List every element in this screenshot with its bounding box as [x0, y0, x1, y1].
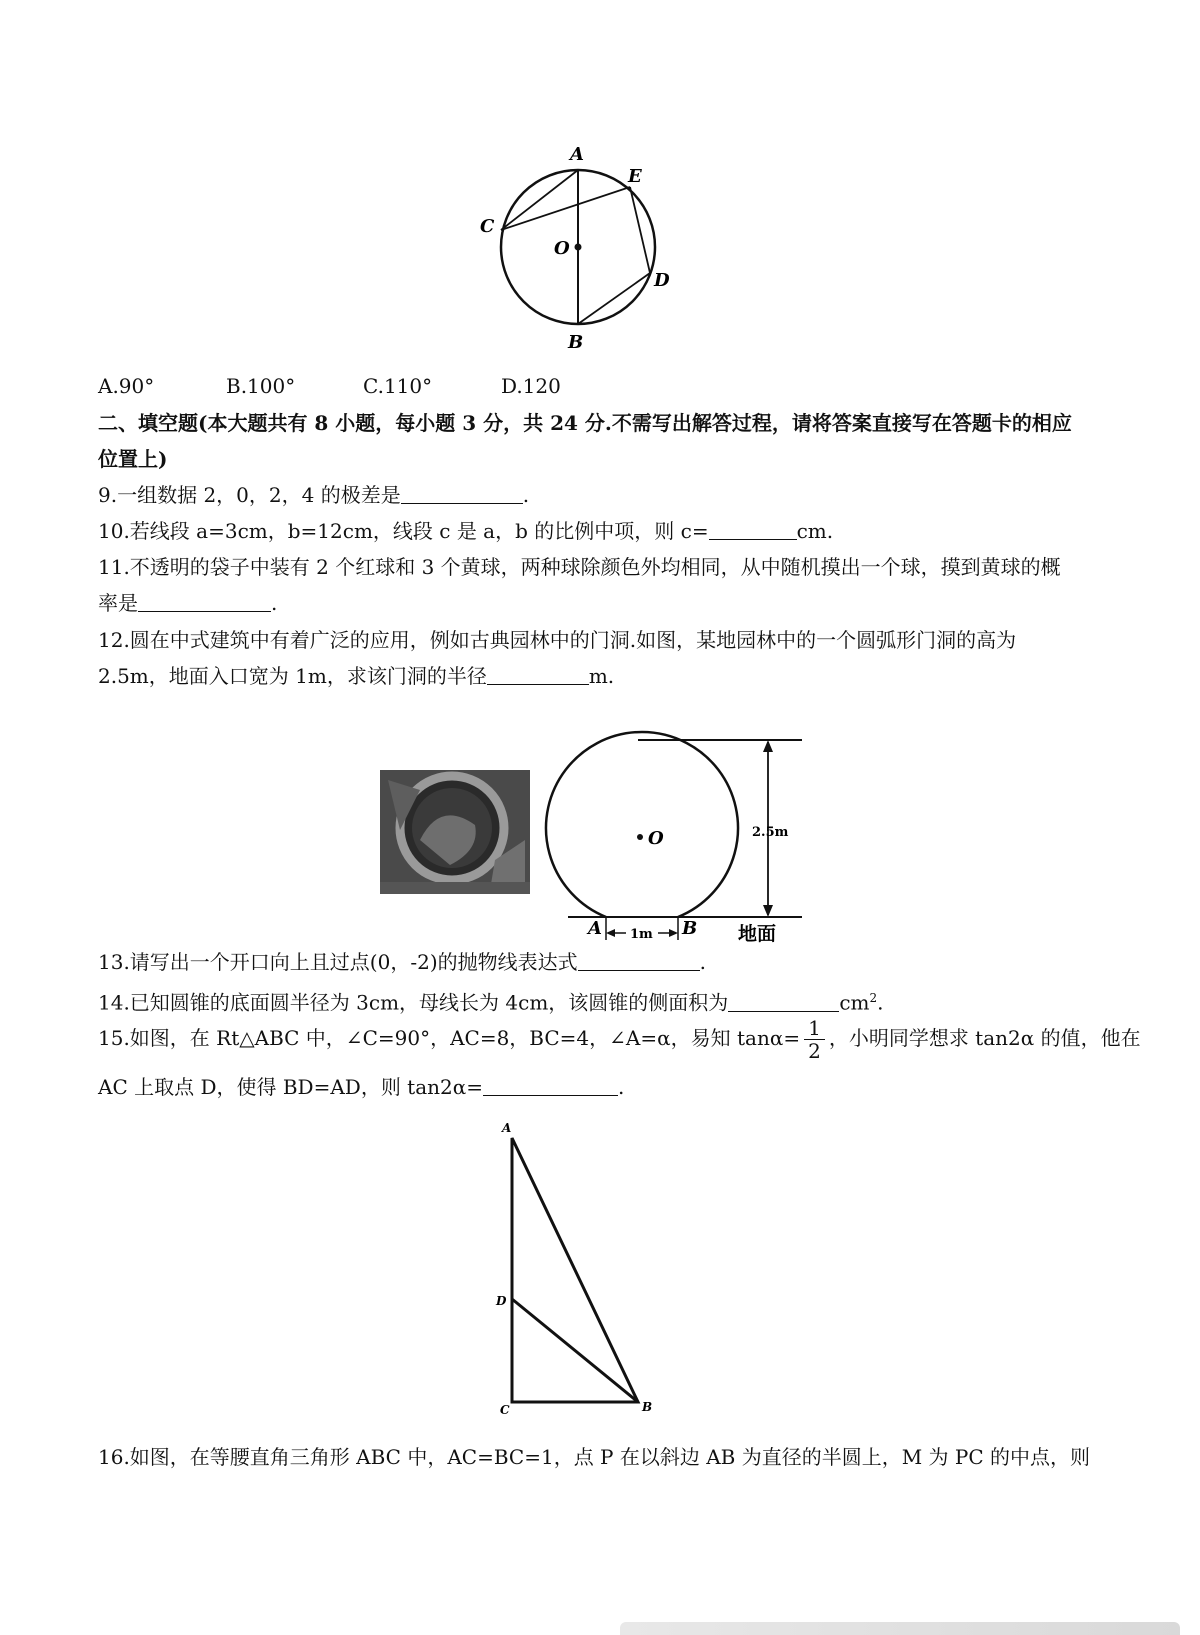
label-c: C [500, 1403, 510, 1417]
question-15-text-c: AC 上取点 D，使得 BD=AD，则 tan2α= [98, 1075, 484, 1099]
fraction-one-half [804, 1017, 825, 1062]
label-d: D [654, 270, 670, 291]
question-14 [98, 984, 1100, 1017]
label-d: D [496, 1294, 507, 1308]
figure-right-triangle [490, 1112, 670, 1430]
answer-blank-9[interactable] [401, 483, 523, 504]
label-b: B [642, 1400, 653, 1414]
question-12-text: 2.5m，地面入口宽为 1m，求该门洞的半径 [98, 664, 487, 688]
question-15-text-b: ，小明同学想求 tan2α 的值，他在 [828, 1026, 1141, 1050]
question-11-end: . [271, 591, 278, 615]
question-11-line1: 11.不透明的袋子中装有 2 个红球和 3 个黄球，两种球除颜色外均相同，从中随机摸出一个球，摸到黄球的概 [98, 555, 1061, 579]
section-heading-line1: 二、填空题(本大题共有 8 小题，每小题 3 分，共 24 分.不需写出解答过程，请将答案直接写在答题卡的相应 [98, 411, 1072, 435]
question-9-end: . [522, 483, 530, 507]
question-9-text: 9.一组数据 2，0，2，4 的极差是 [98, 483, 401, 507]
label-o: O [554, 238, 570, 259]
question-11-text: 率是 [98, 591, 138, 615]
label-b: B [568, 332, 584, 353]
question-10 [98, 517, 1100, 545]
answer-blank-14[interactable] [728, 991, 839, 1012]
figure-arch-photo [380, 770, 530, 894]
option-d: D.120 [501, 374, 561, 398]
label-e: E [628, 166, 642, 187]
segment-ce [501, 187, 630, 230]
question-13 [98, 948, 1100, 976]
label-center-o: O [648, 828, 664, 849]
answer-options [98, 372, 1100, 400]
question-11-line2 [98, 589, 1100, 617]
question-10-end: cm. [796, 519, 834, 543]
question-12-end: m. [588, 664, 615, 688]
question-10-text: 10.若线段 a=3cm，b=12cm，线段 c 是 a，b 的比例中项，则 c= [98, 519, 709, 543]
answer-blank-13[interactable] [578, 950, 700, 971]
label-height: 2.5m [752, 825, 789, 840]
center-point [575, 244, 582, 251]
option-b: B.100° [226, 374, 296, 398]
bottom-watermark-bar [620, 1622, 1180, 1635]
question-15-line1 [98, 1013, 1141, 1063]
label-ground: 地面 [738, 923, 777, 945]
question-9 [98, 481, 1100, 509]
label-c: C [480, 216, 495, 237]
label-width: 1m [630, 927, 653, 942]
answer-blank-11[interactable] [138, 591, 271, 612]
answer-blank-15[interactable] [483, 1075, 618, 1096]
label-a: A [570, 144, 584, 165]
label-a: A [502, 1121, 512, 1135]
option-c: C.110° [363, 374, 433, 398]
figure-circle-inscribed [470, 140, 690, 355]
question-15-text-a: 15.如图，在 Rt△ABC 中，∠C=90°，AC=8，BC=4，∠A=α，易知 tanα= [98, 1026, 801, 1050]
answer-blank-12[interactable] [487, 664, 589, 685]
label-b: B [682, 918, 698, 939]
option-a: A.90° [98, 374, 155, 398]
question-15-end: . [618, 1075, 625, 1099]
fraction-numerator: 1 [804, 1017, 825, 1040]
question-16: 16.如图，在等腰直角三角形 ABC 中，AC=BC=1，点 P 在以斜边 AB 为直径的半圆上，M 为 PC 的中点，则 [98, 1445, 1091, 1469]
question-15-line2 [98, 1073, 1100, 1101]
question-14-text: 14.已知圆锥的底面圆半径为 3cm，母线长为 4cm，该圆锥的侧面积为 [98, 990, 729, 1015]
question-13-text: 13.请写出一个开口向上且过点(0，-2)的抛物线表达式 [98, 950, 578, 974]
question-12-line1: 12.圆在中式建筑中有着广泛的应用，例如古典园林中的门洞.如图，某地园林中的一个圆弧形门洞的高为 [98, 628, 1017, 652]
answer-blank-10[interactable] [709, 519, 797, 540]
label-a: A [588, 918, 602, 939]
figure-arch-diagram [540, 730, 810, 945]
fraction-denominator: 2 [808, 1039, 821, 1063]
question-14-sup: 2 [869, 991, 878, 1005]
question-13-end: . [699, 950, 706, 974]
section-heading-line2: 位置上) [98, 447, 168, 471]
question-14-end: . [877, 990, 884, 1015]
question-12-line2 [98, 662, 1100, 690]
question-14-unit: cm [839, 990, 870, 1015]
